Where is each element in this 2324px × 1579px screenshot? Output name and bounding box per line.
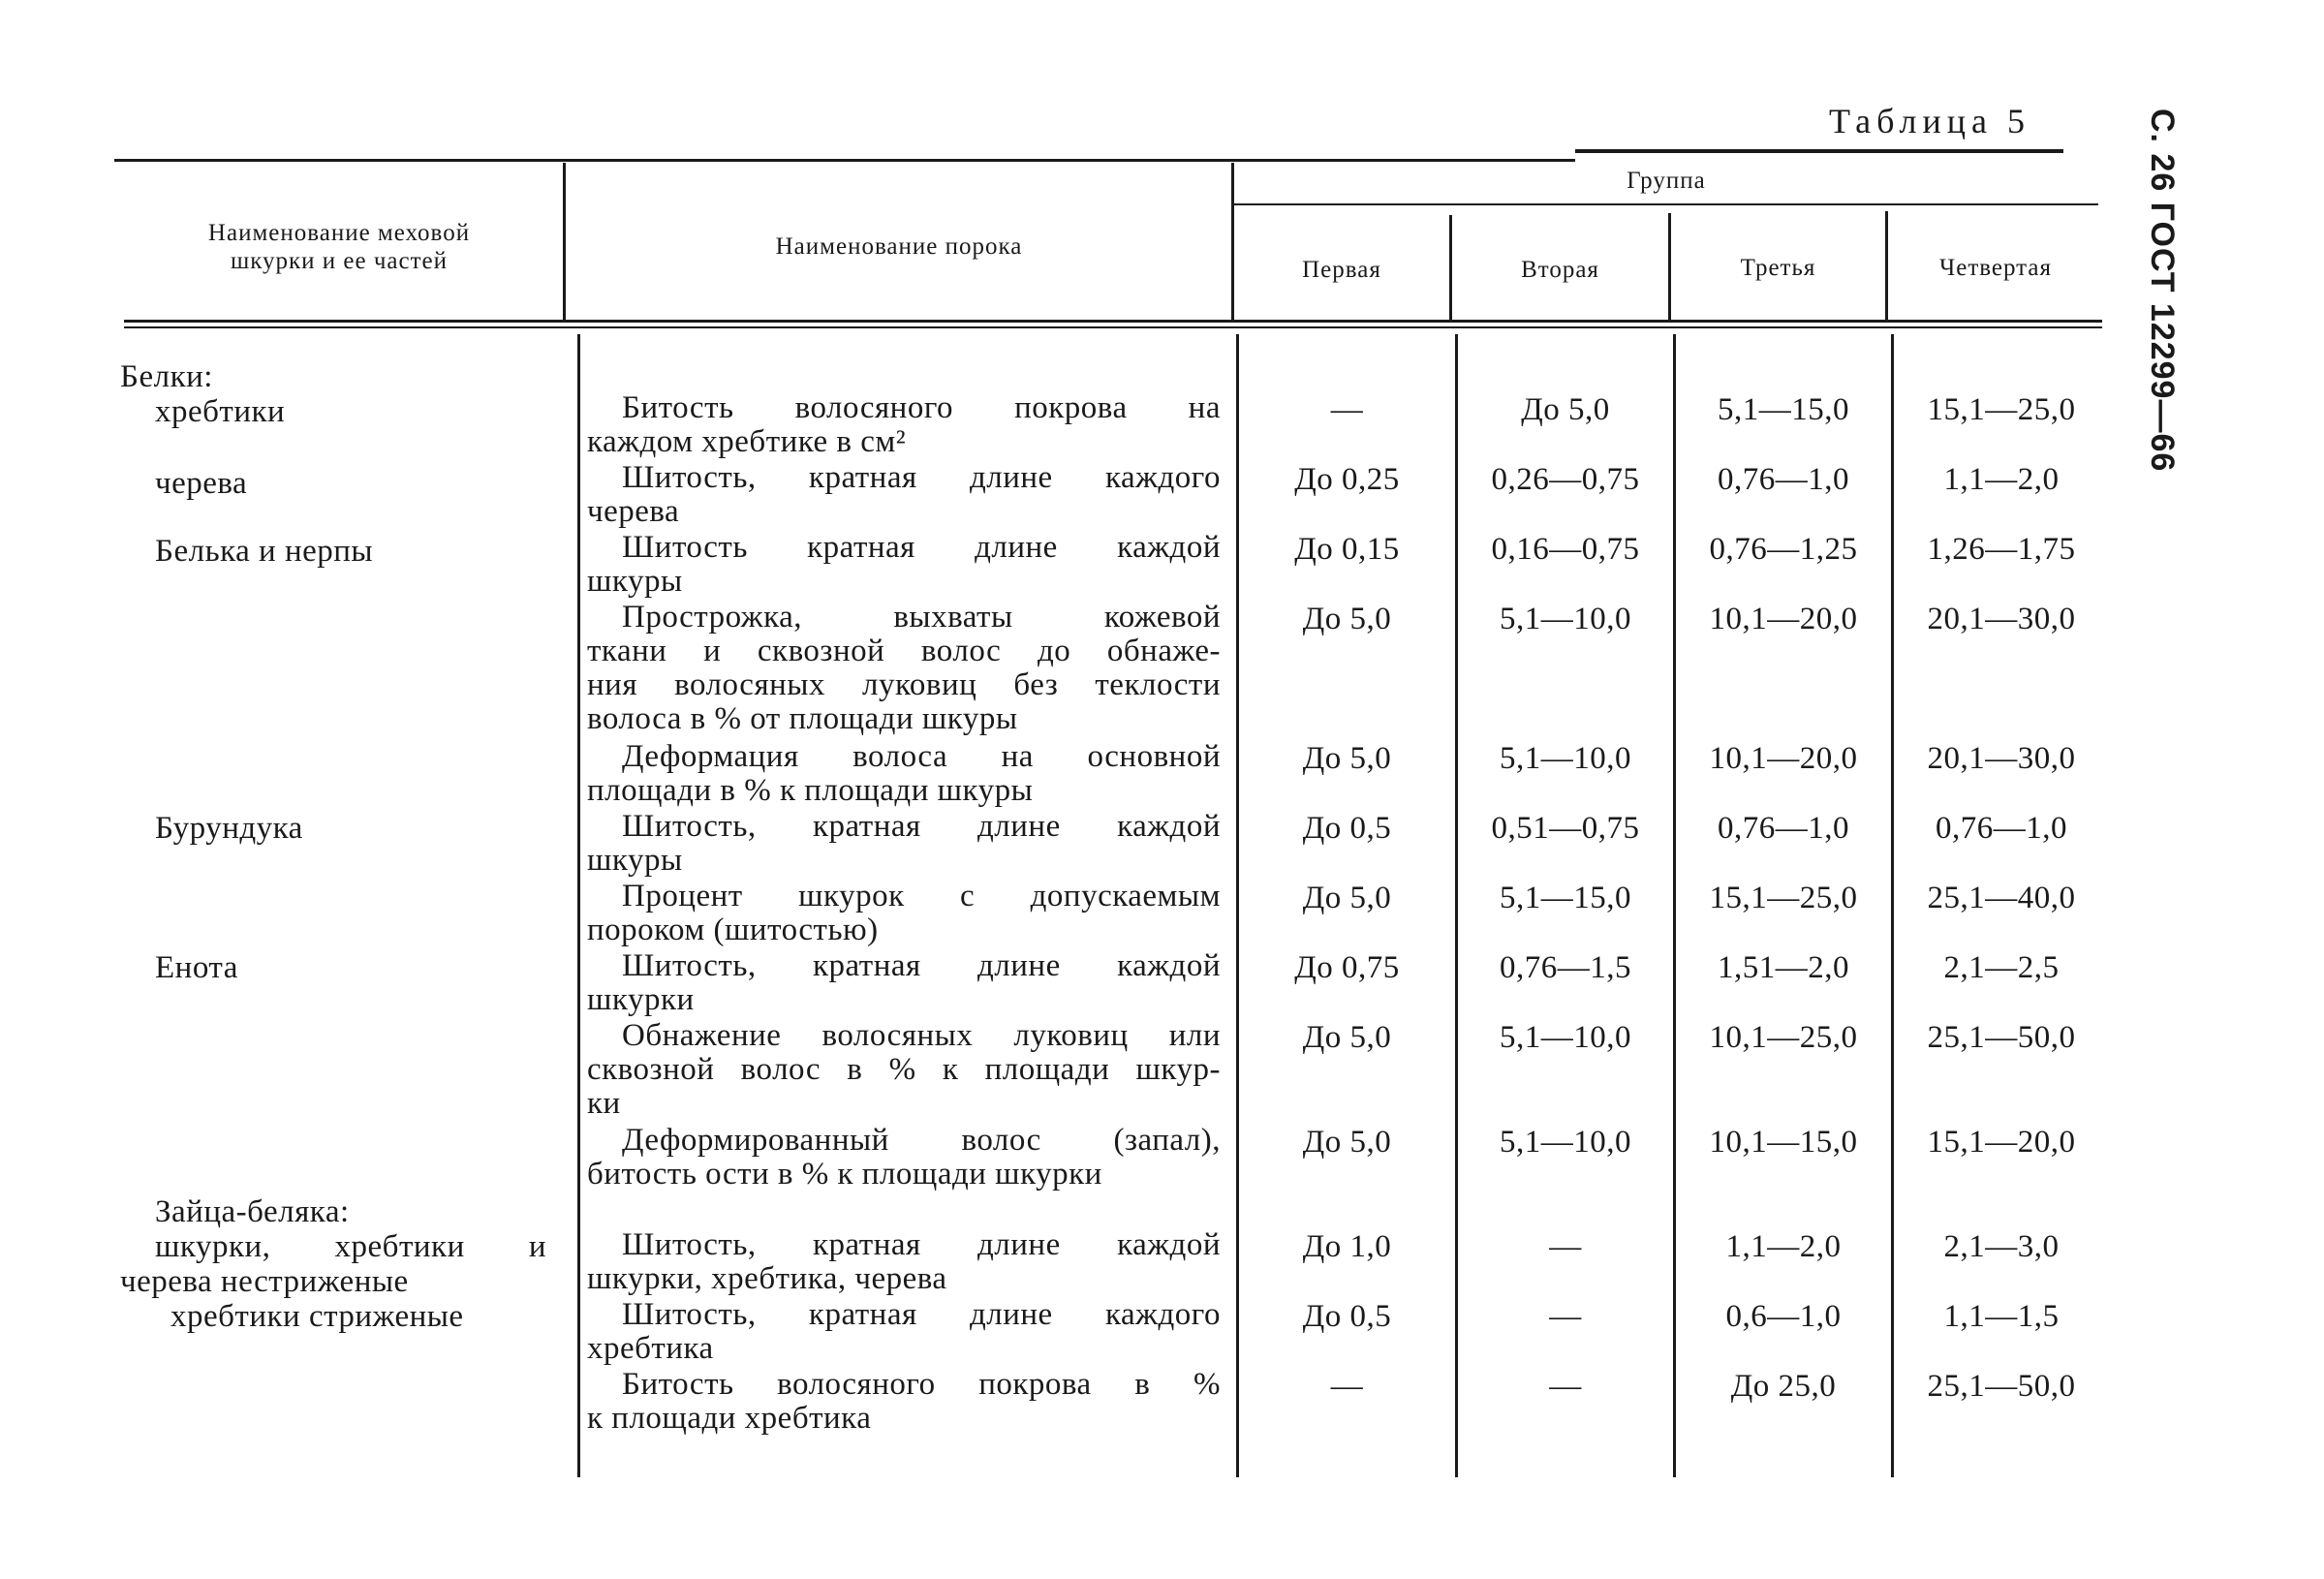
fur-name-2: черева (155, 466, 248, 501)
value-cell: До 0,15 (1294, 532, 1400, 567)
table-label: Таблица 5 (1829, 102, 2030, 140)
defect-line: хребтика (587, 1331, 714, 1366)
header-name-line-2: шкурки и ее частей (230, 248, 449, 274)
value-cell: 0,16—0,75 (1491, 532, 1640, 567)
value-cell: 1,1—2,0 (1943, 462, 2060, 497)
value-cell: 0,51—0,75 (1491, 811, 1640, 846)
defect-line: Процент шкурок с допускаемым (622, 879, 1221, 913)
value-cell: До 5,0 (1302, 1125, 1392, 1160)
value-cell: До 0,25 (1294, 462, 1400, 497)
value-cell: 25,1—50,0 (1927, 1369, 2076, 1404)
value-cell: До 0,75 (1294, 950, 1400, 985)
defect-line: ки (587, 1086, 621, 1121)
value-cell: 15,1—20,0 (1927, 1125, 2076, 1160)
value-cell: 25,1—50,0 (1927, 1020, 2076, 1055)
defect-line: Шитость, кратная длине каждой (622, 809, 1221, 844)
fur-name-8: черева нестриженые (120, 1264, 409, 1299)
value-cell: 15,1—25,0 (1927, 392, 2076, 427)
value-cell: 5,1—15,0 (1718, 392, 1849, 427)
value-cell: — (1549, 1369, 1582, 1404)
defect-text-3 (587, 601, 1221, 736)
value-cell: 0,76—1,5 (1500, 950, 1631, 985)
header-group-fourth: Четвертая (1938, 255, 2053, 281)
defect-line: шкуры (587, 564, 683, 599)
value-cell: 20,1—30,0 (1927, 741, 2076, 776)
value-cell: — (1330, 392, 1364, 427)
header-group-second: Вторая (1521, 257, 1599, 283)
defect-text-1 (587, 461, 1221, 529)
value-cell: 1,1—1,5 (1943, 1299, 2060, 1334)
defect-line: Деформация волоса на основной (622, 739, 1221, 774)
fur-name-5: Енота (155, 950, 238, 985)
header-group: Группа (1627, 168, 1706, 194)
header-name-col (136, 219, 542, 275)
fur-name-1: хребтики (155, 394, 286, 429)
value-cell: 5,1—15,0 (1500, 881, 1631, 915)
value-cell: До 25,0 (1730, 1369, 1837, 1404)
defect-line: площади в % к площади шкуры (587, 773, 1034, 808)
defect-line: Шитость кратная длине каждой (622, 530, 1221, 565)
defect-line: Прострожка, выхваты кожевой (622, 600, 1221, 635)
defect-line: Шитость, кратная длине каждого (622, 1297, 1221, 1332)
header-group-third: Третья (1740, 255, 1816, 281)
value-cell: 20,1—30,0 (1927, 602, 2076, 636)
defect-text-4 (587, 740, 1221, 808)
body-vline-1 (577, 334, 580, 1477)
header-name-line-1: Наименование меховой (207, 220, 471, 246)
value-cell: До 0,5 (1302, 1299, 1392, 1334)
value-cell: 0,26—0,75 (1491, 462, 1640, 497)
defect-text-10 (587, 1228, 1221, 1296)
value-cell: 0,76—1,0 (1718, 811, 1849, 846)
value-cell: — (1549, 1229, 1582, 1264)
defect-line: Обнажение волосяных луковиц или (622, 1018, 1221, 1053)
fur-name-9: хребтики стриженые (170, 1299, 464, 1334)
group-rule (1234, 203, 2098, 205)
top-rule (114, 159, 1575, 162)
value-cell: 2,1—3,0 (1943, 1229, 2060, 1264)
value-cell: 10,1—20,0 (1709, 602, 1858, 636)
defect-line: волоса в % от площади шкуры (587, 701, 1018, 736)
value-cell: 10,1—20,0 (1709, 741, 1858, 776)
defect-text-0 (587, 391, 1221, 459)
defect-line: сквозной волос в % к площади шкур- (587, 1052, 1221, 1087)
header-vline-1 (563, 163, 566, 320)
header-bottom-rule-2 (124, 326, 2102, 328)
value-cell: 25,1—40,0 (1927, 881, 2076, 915)
value-cell: 5,1—10,0 (1500, 1020, 1631, 1055)
fur-name-7: шкурки, хребтики и (155, 1229, 546, 1264)
value-cell: — (1330, 1369, 1364, 1404)
value-cell: 1,26—1,75 (1927, 532, 2076, 567)
defect-text-7 (587, 949, 1221, 1017)
defect-text-11 (587, 1298, 1221, 1366)
value-cell: 5,1—10,0 (1500, 1125, 1631, 1160)
defect-text-2 (587, 531, 1221, 599)
value-cell: До 0,5 (1302, 811, 1392, 846)
defect-line: к площади хребтика (587, 1401, 872, 1436)
top-rule-right (1575, 149, 2063, 153)
header-defect-col: Наименование порока (775, 233, 1023, 260)
defect-line: Шитость, кратная длине каждого (622, 460, 1221, 495)
fur-name-4: Бурундука (155, 811, 303, 846)
fur-name-6: Зайца-беляка: (155, 1194, 350, 1229)
defect-line: Шитость, кратная длине каждой (622, 1227, 1221, 1262)
defect-line: каждом хребтике в см² (587, 424, 907, 459)
defect-text-9 (587, 1124, 1221, 1192)
defect-line: Шитость, кратная длине каждой (622, 948, 1221, 983)
value-cell: 10,1—15,0 (1709, 1125, 1858, 1160)
defect-line: шкуры (587, 843, 683, 878)
defect-line: Деформированный волос (запал), (622, 1123, 1221, 1158)
value-cell: До 5,0 (1302, 602, 1392, 636)
fur-name-0: Белки: (120, 359, 213, 394)
defect-line: шкурки (587, 982, 695, 1017)
fur-name-3: Белька и нерпы (155, 534, 374, 569)
defect-text-5 (587, 810, 1221, 878)
defect-line: битость ости в % к площади шкурки (587, 1157, 1102, 1192)
defect-line: черева (587, 494, 680, 529)
defect-line: пороком (шитостью) (587, 913, 879, 947)
value-cell: 5,1—10,0 (1500, 602, 1631, 636)
defect-line: ткани и сквозной волос до обнаже- (587, 634, 1221, 668)
value-cell: До 5,0 (1302, 741, 1392, 776)
value-cell: 5,1—10,0 (1500, 741, 1631, 776)
value-cell: 15,1—25,0 (1709, 881, 1858, 915)
header-group-first: Первая (1302, 257, 1381, 283)
defect-line: Битость волосяного покрова на (622, 390, 1221, 425)
defect-text-6 (587, 880, 1221, 947)
value-cell: 1,51—2,0 (1718, 950, 1849, 985)
value-cell: — (1549, 1299, 1582, 1334)
value-cell: 10,1—25,0 (1709, 1020, 1858, 1055)
header-bottom-rule-1 (124, 320, 2102, 323)
value-cell: 2,1—2,5 (1943, 950, 2060, 985)
value-cell: 0,6—1,0 (1725, 1299, 1842, 1334)
value-cell: 0,76—1,0 (1718, 462, 1849, 497)
value-cell: До 1,0 (1302, 1229, 1392, 1264)
defect-line: ния волосяных луковиц без теклости (587, 667, 1221, 702)
value-cell: До 5,0 (1521, 392, 1610, 427)
defect-text-12 (587, 1368, 1221, 1436)
defect-line: шкурки, хребтика, черева (587, 1261, 947, 1296)
value-cell: До 5,0 (1302, 1020, 1392, 1055)
value-cell: 1,1—2,0 (1725, 1229, 1842, 1264)
side-page-header: С. 26 ГОСТ 12299—66 (2144, 108, 2181, 473)
value-cell: До 5,0 (1302, 881, 1392, 915)
defect-line: Битость волосяного покрова в % (622, 1367, 1221, 1402)
value-cell: 0,76—1,0 (1936, 811, 2067, 846)
value-cell: 0,76—1,25 (1709, 532, 1858, 567)
defect-text-8 (587, 1019, 1221, 1121)
